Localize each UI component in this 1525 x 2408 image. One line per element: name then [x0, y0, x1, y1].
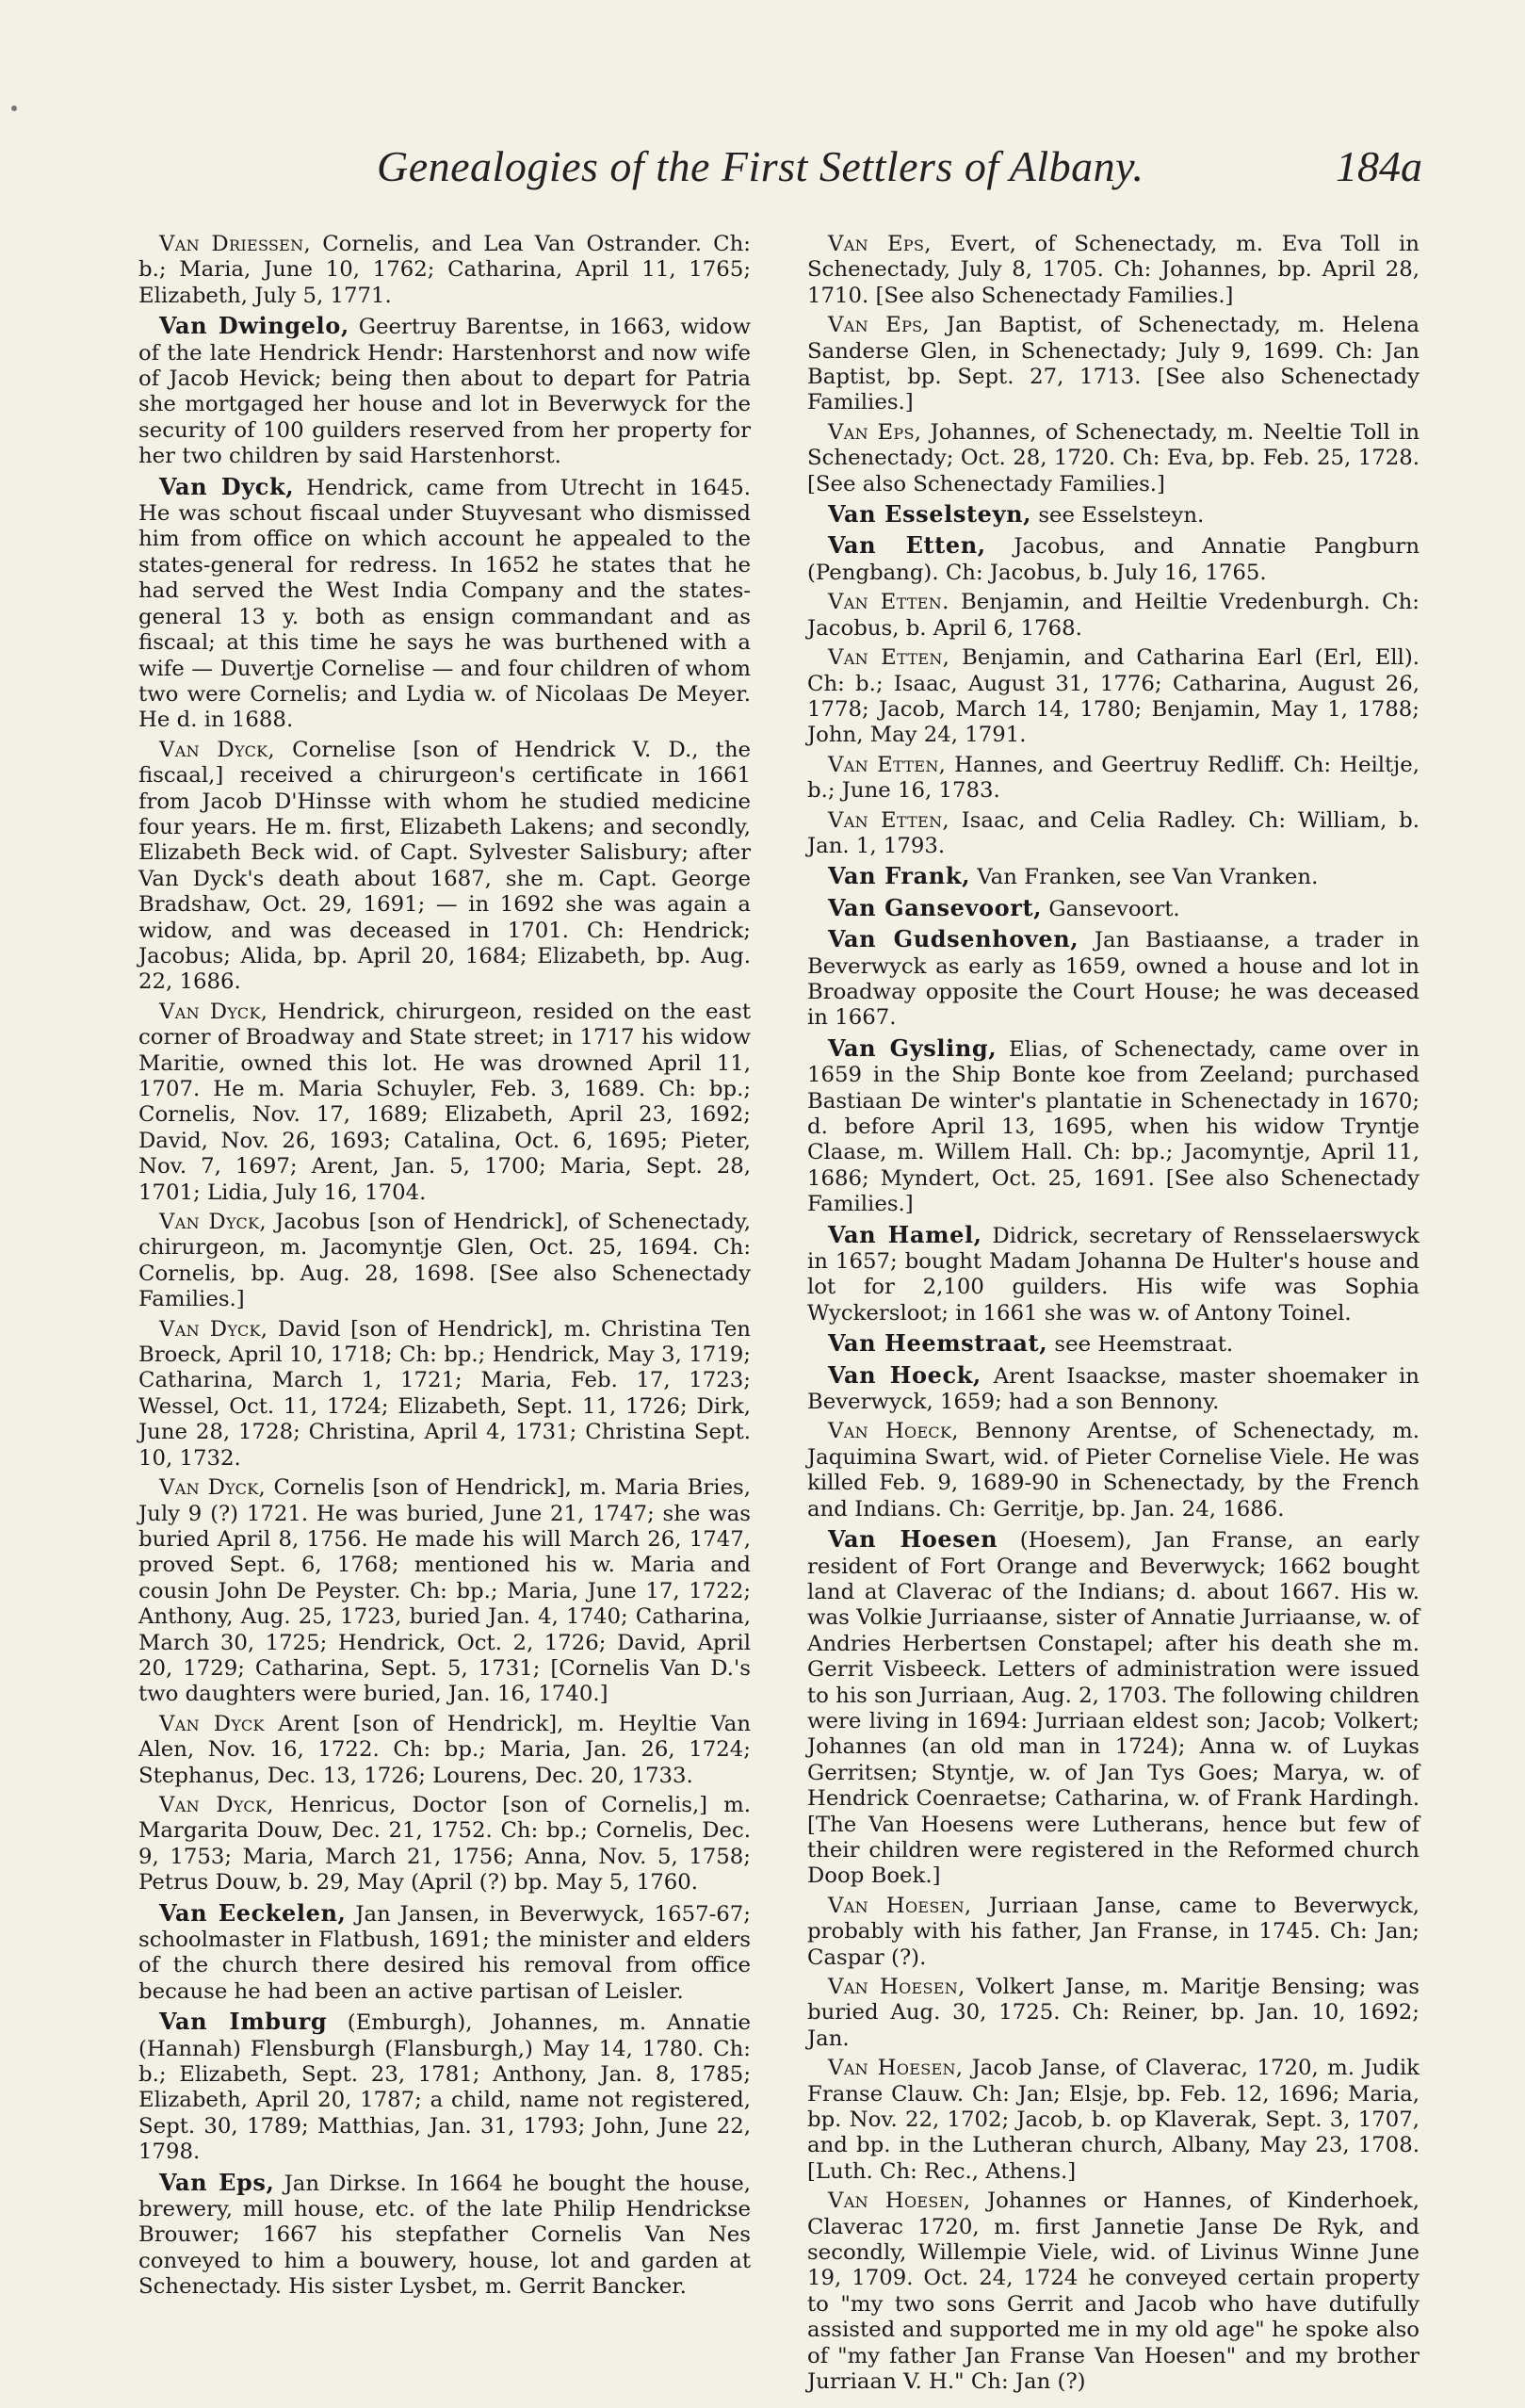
genealogy-entry: [807, 926, 1420, 1032]
entry-surname: Van Heemstraat,: [828, 1329, 1048, 1358]
entry-surname: Van Hoeck,: [828, 1360, 982, 1389]
entry-text: Hannes, and Geertruy Redliff. Ch: Heiltje, b.; June 16, 1783.: [807, 752, 1420, 804]
entry-surname: Van Etten.: [828, 590, 949, 615]
entry-surname: Van Dwingelo,: [159, 312, 349, 340]
entry-surname: Van Dyck,: [159, 1316, 268, 1342]
entry-text: Arent Isaackse, master shoemaker in Beverwyck, 1659; had a son Bennony.: [807, 1363, 1420, 1415]
genealogy-entry: [807, 808, 1420, 860]
entry-text: Jan Bastiaanse, a trader in Beverwyck as early as 1659, owned a house and lot in Broadway opposite the Court House; he was deceased in 1667.: [807, 928, 1420, 1031]
entry-surname: Van Hoesen,: [828, 1893, 972, 1918]
entry-text: Arent [son of Hendrick], m. Heyltie Van Alen, Nov. 16, 1722. Ch: bp.; Maria, Jan. 26, 1724; Stephanus, Dec. 13, 1726; Lourens, Dec. 20, 1733.: [138, 1711, 751, 1788]
genealogy-entry: [138, 313, 751, 469]
entry-surname: Van Hoesen,: [828, 1975, 965, 1999]
entry-surname: Van Imburg: [159, 2008, 328, 2036]
genealogy-entry: [807, 1419, 1420, 1522]
entry-text: Johannes, of Schenectady, m. Neeltie Toll in Schenectady; Oct. 28, 1720. Ch: Eva, bp. Feb. 25, 1728. [See also Schenectady Families.]: [807, 419, 1420, 496]
entry-surname: Van Dyck,: [159, 737, 275, 762]
genealogy-entry: [807, 590, 1420, 642]
entry-surname: Van Eeckelen,: [159, 1898, 347, 1927]
entry-text: see Heemstraat.: [1047, 1332, 1234, 1358]
genealogy-entry: [807, 1362, 1420, 1416]
entry-text: see Esselsteyn.: [1031, 503, 1205, 529]
entry-surname: Van Hoesen,: [828, 2188, 971, 2214]
entry-text: Jan Jansen, in Beverwyck, 1657-67; schoolmaster in Flatbush, 1691; the minister and elders of the church there desired his removal from office because he had been an active partisan of Leisler.: [138, 1901, 751, 2004]
entry-text: Bennony Arentse, of Schenectady, m. Jaquimina Swart, wid. of Pieter Cornelise Viele. He was killed Feb. 9, 1689-90 in Schenectady, by the French and Indians. Ch: Gerritje, bp. Jan. 24, 1686.: [807, 1419, 1420, 1521]
genealogy-entry: [807, 895, 1420, 922]
entry-surname: Van Gansevoort,: [828, 893, 1043, 921]
genealogy-entry: [807, 532, 1420, 586]
genealogy-entry: [138, 1712, 751, 1789]
entry-surname: Van Esselsteyn,: [828, 500, 1032, 529]
genealogy-entry: [807, 313, 1420, 416]
genealogy-entry: [807, 1035, 1420, 1218]
entry-surname: Van Dyck,: [159, 1792, 274, 1817]
genealogy-entry: [807, 420, 1420, 497]
entry-text: Jacob Janse, of Claverac, 1720, m. Judik Franse Clauw. Ch: Jan; Elsje, bp. Feb. 12, 1696; Maria, bp. Nov. 22, 1702; Jacob, b. op Klaverak, Sept. 3, 1707, and bp. in the Lutheran church, Albany, May 23, 1708. [Luth. Ch: Rec., Athens.]: [807, 2056, 1420, 2184]
entry-text: Jurriaan Janse, came to Beverwyck, probably with his father, Jan Franse, in 1745. Ch: Jan; Caspar (?).: [807, 1893, 1420, 1970]
genealogy-entry: [138, 1475, 751, 1708]
entry-surname: Van Eps,: [159, 2168, 275, 2196]
entry-surname: Van Frank,: [828, 862, 971, 890]
genealogy-entry: [807, 501, 1420, 529]
entry-surname: Van Dyck,: [159, 1210, 267, 1235]
genealogy-entry: [138, 738, 751, 996]
entry-surname: Van Etten,: [828, 807, 949, 833]
entry-surname: Van Etten,: [828, 531, 986, 560]
entry-text: (Hoesem), Jan Franse, an early resident of Fort Orange and Beverwyck; 1662 bought land at Claverac of the Indians; d. about 1667. His w. was Volkie Jurriaanse, sister of Annatie Jurriaanse, w. of Andries Herbertsen Constapel; after his death she m. Gerrit Visbeeck. Letters of administration were issued to his son Jurriaan, Aug. 2, 1703. The following children were living in 1694: Jurriaan eldest son; Jacob; Volkert; Johannes (an old man in 1724); Anna w. of Luykas Gerritsen; Styntje, w. of Jan Tys Goes; Marya, w. of Hendrick Coenraetse; Catharina, w. of Frank Hardingh. [The Van Hoesens were Lutherans, hence but few of their children were registered in the Reformed church Doop Boek.]: [807, 1528, 1420, 1889]
entry-surname: Van Eps,: [828, 419, 922, 445]
genealogy-entry: [138, 232, 751, 309]
entry-surname: Van Hoesen,: [828, 2056, 964, 2081]
running-title: Genealogies of the First Settlers of Albany.: [377, 142, 1144, 190]
entry-surname: Van Hoeck,: [828, 1419, 959, 1444]
genealogy-entry: [138, 1000, 751, 1206]
entry-text: Johannes or Hannes, of Kinderhoek, Claverac 1720, m. first Jannetie Janse De Ryk, and secondly, Willempie Viele, wid. of Livinus Winne June 19, 1709. Oct. 24, 1724 he conveyed certain property to "my two sons Gerrit and Jacob who have dutifully assisted and supported me in my old age" he spoke also of "my father Jan Franse Van Hoesen" and my brother Jurriaan V. H." Ch: Jan (?): [807, 2188, 1420, 2395]
genealogy-entry: [807, 1975, 1420, 2052]
entry-text: Benjamin, and Catharina Earl (Erl, Ell). Ch: b.; Isaac, August 31, 1776; Catharina, August 26, 1778; Jacob, March 14, 1780; Benjamin, May 1, 1788; John, May 24, 1791.: [807, 645, 1420, 748]
genealogy-entry: [138, 1210, 751, 1313]
entry-text: Jacobus [son of Hendrick], of Schenectady, chirurgeon, m. Jacomyntje Glen, Oct. 25, 1694. Ch: Cornelis, bp. Aug. 28, 1698. [See also Schenectady Families.]: [138, 1210, 752, 1312]
entry-surname: Van Driessen,: [159, 232, 312, 256]
ink-speck: [11, 106, 17, 111]
entry-text: Hendrick, chirurgeon, resided on the east corner of Broadway and State street; in 1717 his widow Maritie, owned this lot. He was drowned April 11, 1707. He m. Maria Schuyler, Feb. 3, 1689. Ch: bp.; Cornelis, Nov. 17, 1689; Elizabeth, April 23, 1692; David, Nov. 26, 1693; Catalina, Oct. 6, 1695; Pieter, Nov. 7, 1697; Arent, Jan. 5, 1700; Maria, Sept. 28, 1701; Lidia, July 16, 1704.: [138, 999, 751, 1205]
entry-text: Gansevoort.: [1042, 896, 1180, 921]
entry-text: Henricus, Doctor [son of Cornelis,] m. Margarita Douw, Dec. 21, 1752. Ch: bp.; Cornelis, Dec. 9, 1753; Maria, March 21, 1756; Anna, Nov. 5, 1758; Petrus Douw, b. 29, May (April (?) bp. May 5, 1760.: [138, 1792, 751, 1895]
entry-surname: Van Gudsenhoven,: [828, 925, 1079, 953]
entry-text: Cornelis, and Lea Van Ostrander. Ch: b.; Maria, June 10, 1762; Catharina, April 11, 1765; Elizabeth, July 5, 1771.: [138, 232, 751, 308]
genealogy-entry: [807, 232, 1420, 309]
genealogy-entry: [807, 2056, 1420, 2185]
entry-text: Evert, of Schenectady, m. Eva Toll in Schenectady, July 8, 1705. Ch: Johannes, bp. April 28, 1710. [See also Schenectady Families.]: [807, 232, 1420, 308]
genealogy-entry: [138, 1793, 751, 1896]
entry-text: Cornelis [son of Hendrick], m. Maria Bries, July 9 (?) 1721. He was buried, June 21, 1747; she was buried April 8, 1756. He made his will March 26, 1747, proved Sept. 6, 1768; mentioned his w. Maria and cousin John De Peyster. Ch: bp.; Maria, June 17, 1722; Anthony, Aug. 25, 1723, buried Jan. 4, 1740; Catharina, March 30, 1725; Hendrick, Oct. 2, 1726; David, April 20, 1729; Catharina, Sept. 5, 1731; [Cornelis Van D.'s two daughters were buried, Jan. 16, 1740.]: [138, 1475, 751, 1707]
entry-surname: Van Dyck,: [159, 472, 295, 500]
entry-text: Jacobus, and Annatie Pangburn (Pengbang). Ch: Jacobus, b. July 16, 1765.: [807, 534, 1420, 585]
entry-surname: Van Gysling,: [828, 1033, 998, 1062]
genealogy-entry: [138, 1317, 751, 1472]
entry-text: Isaac, and Celia Radley. Ch: William, b. Jan. 1, 1793.: [807, 807, 1420, 858]
genealogy-entry: [807, 645, 1420, 749]
right-column: [807, 232, 1420, 2400]
genealogy-entry: [807, 1894, 1420, 1971]
genealogy-entry: [138, 2170, 751, 2301]
genealogy-entry: [807, 863, 1420, 890]
entry-text: Van Franken, see Van Vranken.: [970, 865, 1319, 890]
entry-surname: Van Eps,: [828, 313, 930, 338]
entry-surname: Van Hamel,: [828, 1220, 982, 1248]
entry-text: Benjamin, and Heiltie Vredenburgh. Ch: Jacobus, b. April 6, 1768.: [807, 590, 1420, 641]
page-header: [377, 141, 1422, 191]
genealogy-entry: [807, 1330, 1420, 1358]
genealogy-entry: [138, 2009, 751, 2165]
entry-text: David [son of Hendrick], m. Christina Ten Broeck, April 10, 1718; Ch: bp.; Hendrick, May 3, 1719; Catharina, March 1, 1721; Maria, Feb. 17, 1723; Wessel, Oct. 11, 1724; Elizabeth, Sept. 11, 1726; Dirk, June 28, 1728; Christina, April 4, 1731; Christina Sept. 10, 1732.: [138, 1316, 751, 1471]
entry-text: Hendrick, came from Utrecht in 1645. He was schout fiscaal under Stuyvesant who dismissed him from office on which account he appealed to the states-general for redress. In 1652 he states that he had served the West India Company and the states-general 13 y. both as ensign commandant and as fiscaal; at this time he says he was burthened with a wife — Duvertje Cornelise — and four children of whom two were Cornelis; and Lydia w. of Nicolaas De Meyer. He d. in 1688.: [138, 475, 751, 733]
entry-surname: Van Eps,: [828, 232, 932, 256]
entry-surname: Van Hoesen: [828, 1525, 998, 1554]
genealogy-entry: [138, 1900, 751, 2006]
entry-text: Didrick, secretary of Rensselaerswyck in 1657; bought Madam Johanna De Hulter's house and lot for 2,100 guilders. His wife was Sophia Wyckersloot; in 1661 she was w. of Antony Toinel.: [807, 1223, 1420, 1326]
entry-text: (Emburgh), Johannes, m. Annatie (Hannah) Flensburgh (Flansburgh,) May 14, 1780. Ch: b.; Elizabeth, Sept. 23, 1781; Anthony, Jan. 8, 1785; Elizabeth, April 20, 1787; a child, name not registered, Sept. 30, 1789; Matthias, Jan. 31, 1793; John, June 22, 1798.: [138, 2010, 751, 2165]
entry-text: Geertruy Barentse, in 1663, widow of the late Hendrick Hendr: Harstenhorst and now wife of Jacob Hevick; being then about to depart for Patria she mortgaged her house and lot in Beverwyck for the security of 100 guilders reserved from her property for her two children by said Harstenhorst.: [138, 315, 752, 469]
genealogy-entry: [138, 474, 751, 734]
entry-text: Jan Dirkse. In 1664 he bought the house, brewery, mill house, etc. of the late Philip Hendrickse Brouwer; 1667 his stepfather Cornelis Van Nes conveyed to him a bouwery, house, lot and garden at Schenectady. His sister Lysbet, m. Gerrit Bancker.: [138, 2171, 752, 2300]
entry-text: Jan Baptist, of Schenectady, m. Helena Sanderse Glen, in Schenectady; July 9, 1699. Ch: Jan Baptist, bp. Sept. 27, 1713. [See also Schenectady Families.]: [807, 313, 1420, 415]
entry-surname: Van Dyck,: [159, 1475, 267, 1501]
entry-surname: Van Etten,: [828, 752, 947, 777]
entry-text: Volkert Janse, m. Maritje Bensing; was buried Aug. 30, 1725. Ch: Reiner, bp. Jan. 10, 1692; Jan.: [807, 1975, 1420, 2051]
genealogy-entry: [807, 2188, 1420, 2395]
entry-surname: Van Etten,: [828, 645, 950, 671]
entry-surname: Van Dyck,: [159, 999, 268, 1024]
entry-text: Elias, of Schenectady, came over in 1659 in the Ship Bonte koe from Zeeland; purchased Bastiaan De winter's plantatie in Schenectady in 1670; d. before April 13, 1695, when his widow Tryntje Claase, m. Willem Hall. Ch: bp.; Jacomyntje, April 11, 1686; Myndert, Oct. 25, 1691. [See also Schenectady Families.]: [807, 1036, 1420, 1217]
entry-surname: Van Dyck: [159, 1711, 265, 1736]
genealogy-entry: [807, 1526, 1420, 1890]
page-number: 184a: [1336, 142, 1422, 190]
entry-text: Cornelise [son of Hendrick V. D., the fiscaal,] received a chirurgeon's certificate in 1661 from Jacob D'Hinsse with whom he studied medicine four years. He m. first, Elizabeth Lakens; and secondly, Elizabeth Beck wid. of Capt. Sylvester Salisbury; after Van Dyck's death about 1687, she m. Capt. George Bradshaw, Oct. 29, 1691; — in 1692 she was again a widow, and was deceased in 1701. Ch: Hendrick; Jacobus; Alida, bp. April 20, 1684; Elizabeth, bp. Aug. 22, 1686.: [138, 737, 751, 995]
genealogy-entry: [807, 1222, 1420, 1327]
left-column: [138, 232, 751, 2304]
genealogy-entry: [807, 753, 1420, 805]
